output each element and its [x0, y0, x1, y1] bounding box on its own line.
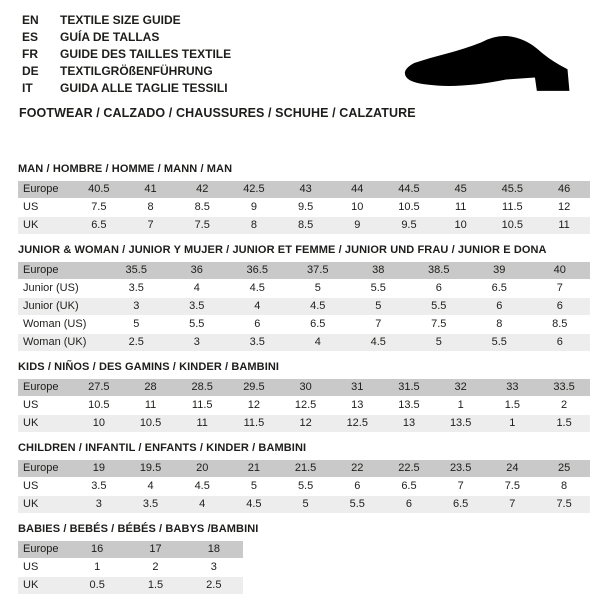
- size-cell: 8: [469, 316, 530, 334]
- size-cell: 6.5: [435, 496, 487, 514]
- size-section-children: [18, 442, 600, 514]
- language-code: ES: [22, 30, 39, 44]
- table-row: [18, 181, 590, 199]
- size-cell: 24: [487, 460, 539, 478]
- size-cell: 10.5: [125, 415, 177, 433]
- size-cell: 23.5: [435, 460, 487, 478]
- size-cell: 39: [469, 262, 530, 280]
- size-cell: 12: [280, 415, 332, 433]
- row-label: Junior (UK): [18, 298, 106, 316]
- size-cell: 28.5: [176, 379, 228, 397]
- size-table-children: [18, 460, 590, 514]
- size-cell: 33.5: [538, 379, 590, 397]
- size-cell: 10: [73, 415, 125, 433]
- size-cell: 13: [383, 415, 435, 433]
- size-cell: 12: [538, 199, 590, 217]
- language-label: GUIDA ALLE TAGLIE TESSILI: [60, 81, 228, 95]
- dress-shoe-icon: [397, 31, 579, 95]
- table-row: [18, 280, 590, 298]
- table-row: [18, 262, 590, 280]
- table-row: [18, 559, 243, 577]
- size-cell: 4.5: [176, 478, 228, 496]
- row-label: Europe: [18, 460, 73, 478]
- size-cell: 7: [348, 316, 409, 334]
- size-cell: 8: [538, 478, 590, 496]
- table-row: [18, 460, 590, 478]
- size-cell: 6.5: [73, 217, 125, 235]
- size-cell: 12: [228, 397, 280, 415]
- table-row: [18, 541, 243, 559]
- size-table-kids: [18, 379, 590, 433]
- size-cell: 7: [125, 217, 177, 235]
- table-row: [18, 334, 590, 352]
- table-title-man: MAN / HOMBRE / HOMME / MANN / MAN: [18, 163, 233, 175]
- language-label: TEXTILGRÖßENFÜHRUNG: [60, 64, 213, 78]
- size-cell: 3: [73, 496, 125, 514]
- size-cell: 11: [538, 217, 590, 235]
- size-cell: 13.5: [383, 397, 435, 415]
- size-cell: 9: [228, 199, 280, 217]
- size-cell: 6: [227, 316, 288, 334]
- size-cell: 2: [126, 559, 184, 577]
- size-cell: 42.5: [228, 181, 280, 199]
- size-cell: 17: [126, 541, 184, 559]
- table-row: [18, 397, 590, 415]
- size-cell: 11: [435, 199, 487, 217]
- row-label: Europe: [18, 379, 73, 397]
- size-cell: 2: [538, 397, 590, 415]
- size-cell: 31.5: [383, 379, 435, 397]
- size-cell: 5.5: [469, 334, 530, 352]
- size-cell: 18: [185, 541, 243, 559]
- size-cell: 21: [228, 460, 280, 478]
- size-cell: 10: [435, 217, 487, 235]
- size-cell: 16: [68, 541, 126, 559]
- row-label: Europe: [18, 541, 68, 559]
- size-cell: 43: [280, 181, 332, 199]
- size-cell: 6: [530, 334, 591, 352]
- size-cell: 5: [288, 280, 349, 298]
- table-title-kids: KIDS / NIÑOS / DES GAMINS / KINDER / BAMBINI: [18, 361, 280, 373]
- row-label: UK: [18, 577, 68, 595]
- size-section-babies: [18, 523, 600, 595]
- row-label: UK: [18, 415, 73, 433]
- size-cell: 6: [331, 478, 383, 496]
- size-cell: 3: [106, 298, 167, 316]
- size-cell: 5: [409, 334, 470, 352]
- size-cell: 40: [530, 262, 591, 280]
- size-cell: 35.5: [106, 262, 167, 280]
- size-table-babies: [18, 541, 243, 595]
- size-cell: 32: [435, 379, 487, 397]
- size-cell: 7.5: [487, 478, 539, 496]
- size-cell: 5: [280, 496, 332, 514]
- size-cell: 11.5: [487, 199, 539, 217]
- size-cell: 4: [227, 298, 288, 316]
- size-cell: 19: [73, 460, 125, 478]
- size-cell: 19.5: [125, 460, 177, 478]
- size-cell: 6: [383, 496, 435, 514]
- row-label: Woman (US): [18, 316, 106, 334]
- size-cell: 30: [280, 379, 332, 397]
- size-cell: 11: [176, 415, 228, 433]
- size-cell: 36: [167, 262, 228, 280]
- size-cell: 4.5: [288, 298, 349, 316]
- row-label: US: [18, 397, 73, 415]
- table-title-babies: BABIES / BEBÉS / BÉBÉS / BABYS /BAMBINI: [18, 523, 259, 535]
- size-cell: 4: [167, 280, 228, 298]
- size-cell: 42: [176, 181, 228, 199]
- size-cell: 3: [185, 559, 243, 577]
- size-cell: 1.5: [126, 577, 184, 595]
- table-row: [18, 316, 590, 334]
- size-cell: 2.5: [106, 334, 167, 352]
- size-cell: 4: [288, 334, 349, 352]
- table-title-junior_woman: JUNIOR & WOMAN / JUNIOR Y MUJER / JUNIOR ET FEMME / JUNIOR UND FRAU / JUNIOR E DONA: [18, 244, 547, 256]
- language-code: IT: [22, 81, 33, 95]
- size-table-man: [18, 181, 590, 235]
- size-cell: 8: [228, 217, 280, 235]
- size-cell: 11.5: [228, 415, 280, 433]
- table-row: [18, 379, 590, 397]
- row-label: UK: [18, 496, 73, 514]
- size-cell: 4.5: [228, 496, 280, 514]
- size-cell: 4.5: [227, 280, 288, 298]
- size-cell: 8.5: [530, 316, 591, 334]
- row-label: US: [18, 478, 73, 496]
- table-row: [18, 298, 590, 316]
- table-row: [18, 217, 590, 235]
- size-cell: 1: [68, 559, 126, 577]
- size-cell: 38: [348, 262, 409, 280]
- size-cell: 11: [125, 397, 177, 415]
- row-label: Europe: [18, 262, 106, 280]
- size-cell: 5.5: [409, 298, 470, 316]
- size-cell: 6.5: [383, 478, 435, 496]
- size-cell: 13.5: [435, 415, 487, 433]
- size-cell: 33: [487, 379, 539, 397]
- table-row: [18, 577, 243, 595]
- size-cell: 4.5: [348, 334, 409, 352]
- size-cell: 6.5: [288, 316, 349, 334]
- size-cell: 3: [167, 334, 228, 352]
- size-cell: 6: [530, 298, 591, 316]
- category-heading: FOOTWEAR / CALZADO / CHAUSSURES / SCHUHE / CALZATURE: [19, 106, 416, 120]
- size-cell: 5.5: [167, 316, 228, 334]
- size-section-junior_woman: [18, 244, 600, 352]
- size-cell: 1: [435, 397, 487, 415]
- size-section-man: [18, 163, 600, 235]
- size-cell: 41: [125, 181, 177, 199]
- size-cell: 7: [530, 280, 591, 298]
- size-cell: 36.5: [227, 262, 288, 280]
- size-cell: 28: [125, 379, 177, 397]
- size-cell: 10: [331, 199, 383, 217]
- size-cell: 5.5: [280, 478, 332, 496]
- size-cell: 5.5: [331, 496, 383, 514]
- size-cell: 11.5: [176, 397, 228, 415]
- size-cell: 10.5: [487, 217, 539, 235]
- language-row-en: [22, 12, 600, 29]
- size-cell: 3.5: [125, 496, 177, 514]
- size-cell: 3.5: [167, 298, 228, 316]
- table-row: [18, 478, 590, 496]
- size-tables-container: [18, 163, 600, 595]
- row-label: Junior (US): [18, 280, 106, 298]
- size-cell: 22: [331, 460, 383, 478]
- size-cell: 10.5: [383, 199, 435, 217]
- size-cell: 25: [538, 460, 590, 478]
- size-cell: 9: [331, 217, 383, 235]
- size-cell: 3.5: [73, 478, 125, 496]
- table-row: [18, 496, 590, 514]
- size-cell: 8: [125, 199, 177, 217]
- size-cell: 7: [435, 478, 487, 496]
- size-cell: 0.5: [68, 577, 126, 595]
- size-cell: 9.5: [280, 199, 332, 217]
- size-cell: 9.5: [383, 217, 435, 235]
- size-cell: 12.5: [331, 415, 383, 433]
- language-code: EN: [22, 13, 39, 27]
- size-cell: 3.5: [106, 280, 167, 298]
- size-cell: 7.5: [176, 217, 228, 235]
- table-title-children: CHILDREN / INFANTIL / ENFANTS / KINDER / BAMBINI: [18, 442, 307, 454]
- size-cell: 37.5: [288, 262, 349, 280]
- row-label: Woman (UK): [18, 334, 106, 352]
- row-label: US: [18, 559, 68, 577]
- size-cell: 4: [176, 496, 228, 514]
- size-cell: 4: [125, 478, 177, 496]
- size-cell: 12.5: [280, 397, 332, 415]
- size-cell: 2.5: [185, 577, 243, 595]
- size-cell: 5: [106, 316, 167, 334]
- row-label: Europe: [18, 181, 73, 199]
- size-cell: 45: [435, 181, 487, 199]
- size-cell: 5.5: [348, 280, 409, 298]
- row-label: UK: [18, 217, 73, 235]
- size-cell: 3.5: [227, 334, 288, 352]
- language-label: GUÍA DE TALLAS: [60, 30, 160, 44]
- size-cell: 45.5: [487, 181, 539, 199]
- size-cell: 6: [409, 280, 470, 298]
- size-cell: 27.5: [73, 379, 125, 397]
- size-cell: 5: [348, 298, 409, 316]
- size-cell: 6: [469, 298, 530, 316]
- language-code: FR: [22, 47, 38, 61]
- size-cell: 1.5: [487, 397, 539, 415]
- size-section-kids: [18, 361, 600, 433]
- size-cell: 7.5: [409, 316, 470, 334]
- size-cell: 6.5: [469, 280, 530, 298]
- size-cell: 20: [176, 460, 228, 478]
- size-cell: 21.5: [280, 460, 332, 478]
- size-cell: 31: [331, 379, 383, 397]
- row-label: US: [18, 199, 73, 217]
- language-label: TEXTILE SIZE GUIDE: [60, 13, 181, 27]
- size-table-junior_woman: [18, 262, 590, 352]
- size-cell: 8.5: [280, 217, 332, 235]
- size-cell: 1: [487, 415, 539, 433]
- size-cell: 46: [538, 181, 590, 199]
- size-cell: 13: [331, 397, 383, 415]
- size-cell: 38.5: [409, 262, 470, 280]
- size-cell: 1.5: [538, 415, 590, 433]
- size-cell: 7.5: [538, 496, 590, 514]
- size-cell: 29.5: [228, 379, 280, 397]
- language-code: DE: [22, 64, 39, 78]
- size-cell: 7.5: [73, 199, 125, 217]
- language-label: GUIDE DES TAILLES TEXTILE: [60, 47, 232, 61]
- size-cell: 40.5: [73, 181, 125, 199]
- size-cell: 22.5: [383, 460, 435, 478]
- table-row: [18, 199, 590, 217]
- size-cell: 10.5: [73, 397, 125, 415]
- size-cell: 7: [487, 496, 539, 514]
- size-cell: 44: [331, 181, 383, 199]
- table-row: [18, 415, 590, 433]
- size-cell: 44.5: [383, 181, 435, 199]
- size-cell: 5: [228, 478, 280, 496]
- size-cell: 8.5: [176, 199, 228, 217]
